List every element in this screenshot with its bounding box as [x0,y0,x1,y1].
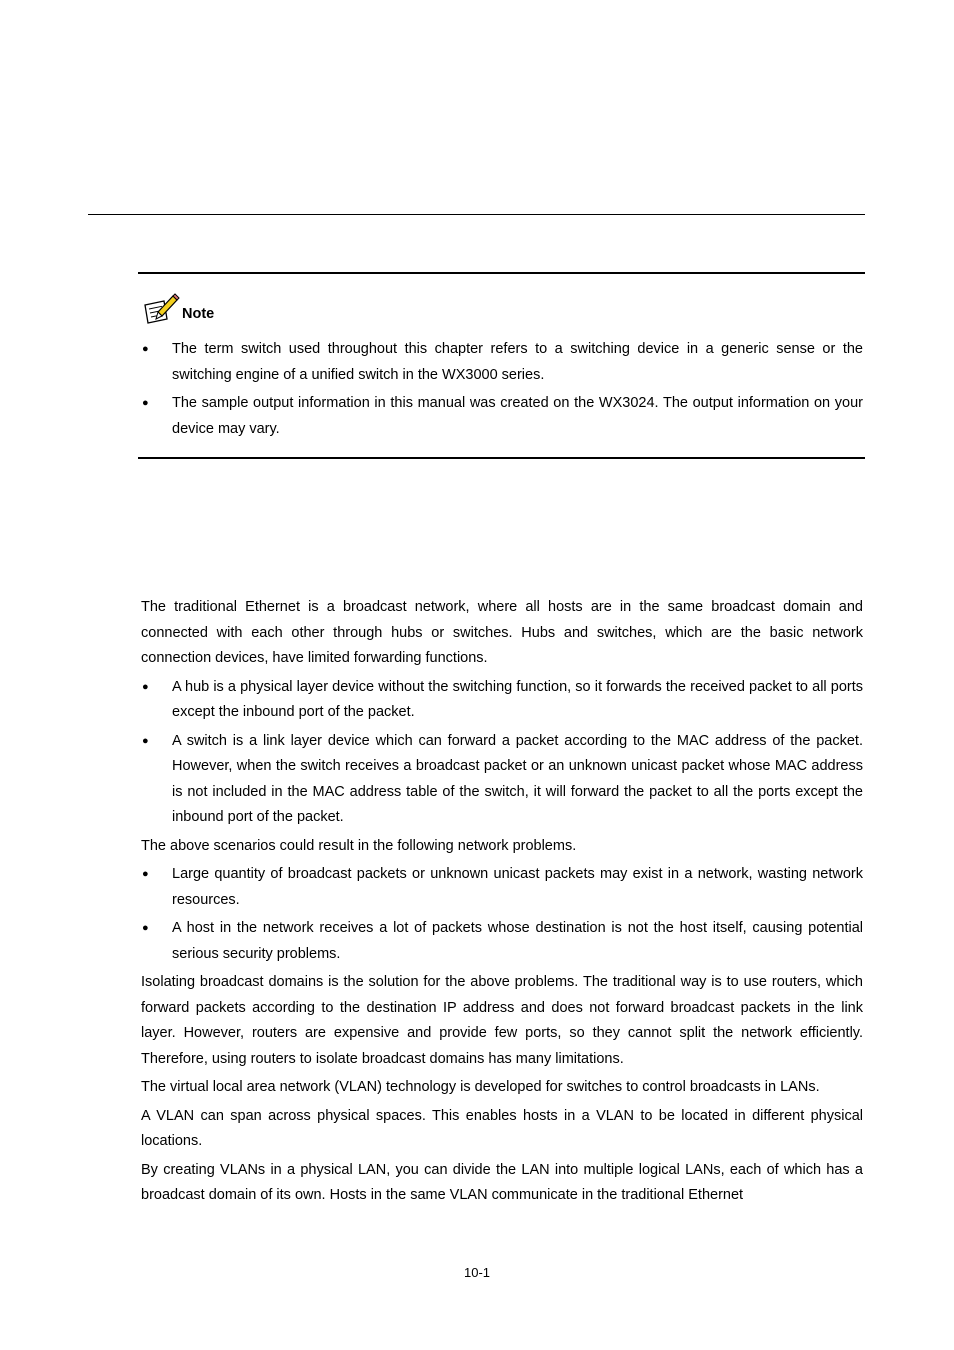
paragraph: Isolating broadcast domains is the solution for the above problems. The traditional way is to use routers, which forward packets according to the destination IP address and does not forward broadcast packets in the link layer. However, routers are expensive and provide few ports, so they cannot split the network efficiently. Therefore, using routers to isolate broadcast domains has many limitations. [141,974,863,1067]
list-item [141,862,863,913]
note-pencil-icon [142,292,180,324]
list-item-text: A switch is a link layer device which can forward a packet according to the MAC address of the packet. However, when the switch receives a broadcast packet or an unknown unicast packet whose MAC address is not included in the MAC address table of the switch, it will forward the packet to all the ports except the inbound port of the packet. [172,732,863,825]
note-top-rule [138,272,865,274]
bullet-icon: ● [142,343,149,355]
bullet-icon: ● [142,680,149,693]
page-number: 10-1 [463,1265,491,1280]
body-text [141,595,863,1212]
list-item [141,675,863,726]
bullet-icon: ● [142,922,149,934]
list-item-text: Large quantity of broadcast packets or unknown unicast packets may exist in a network, wasting network resources. [172,866,863,908]
chapter-title-rule [88,214,865,215]
list-item [141,916,863,967]
paragraph: The above scenarios could result in the following network problems. [141,837,577,854]
paragraph: A VLAN can span across physical spaces. This enables hosts in a VLAN to be located in different physical locations. [141,1107,863,1149]
bullet-icon: ● [142,868,149,880]
list-item-text: A hub is a physical layer device without the switching function, so it forwards the received packet to all ports except the inbound port of the packet. [172,678,863,720]
list-item [141,729,863,831]
note-item [141,337,863,388]
note-content [141,337,863,445]
paragraph: The traditional Ethernet is a broadcast network, where all hosts are in the same broadcast domain and connected with each other through hubs or switches. Hubs and switches, which are the basic network connection devices, have limited forwarding functions. [141,599,863,666]
note-label: Note [182,306,215,322]
note-item-text: The term switch used throughout this chapter refers to a switching device in a generic sense or the switching engine of a unified switch in the WX3000 series. [172,341,863,383]
bullet-icon: ● [142,397,149,409]
paragraph: By creating VLANs in a physical LAN, you can divide the LAN into multiple logical LANs, each of which has a broadcast domain of its own. Hosts in the same VLAN communicate in the traditional Ethernet [141,1161,863,1203]
list-item-text: A host in the network receives a lot of packets whose destination is not the host itself, causing potential serious security problems. [172,920,863,962]
note-item [141,391,863,442]
note-bottom-rule [138,457,865,459]
note-item-text: The sample output information in this manual was created on the WX3024. The output information on your device may vary. [172,395,863,437]
paragraph: The virtual local area network (VLAN) technology is developed for switches to control broadcasts in LANs. [141,1079,820,1095]
bullet-icon: ● [142,734,149,747]
